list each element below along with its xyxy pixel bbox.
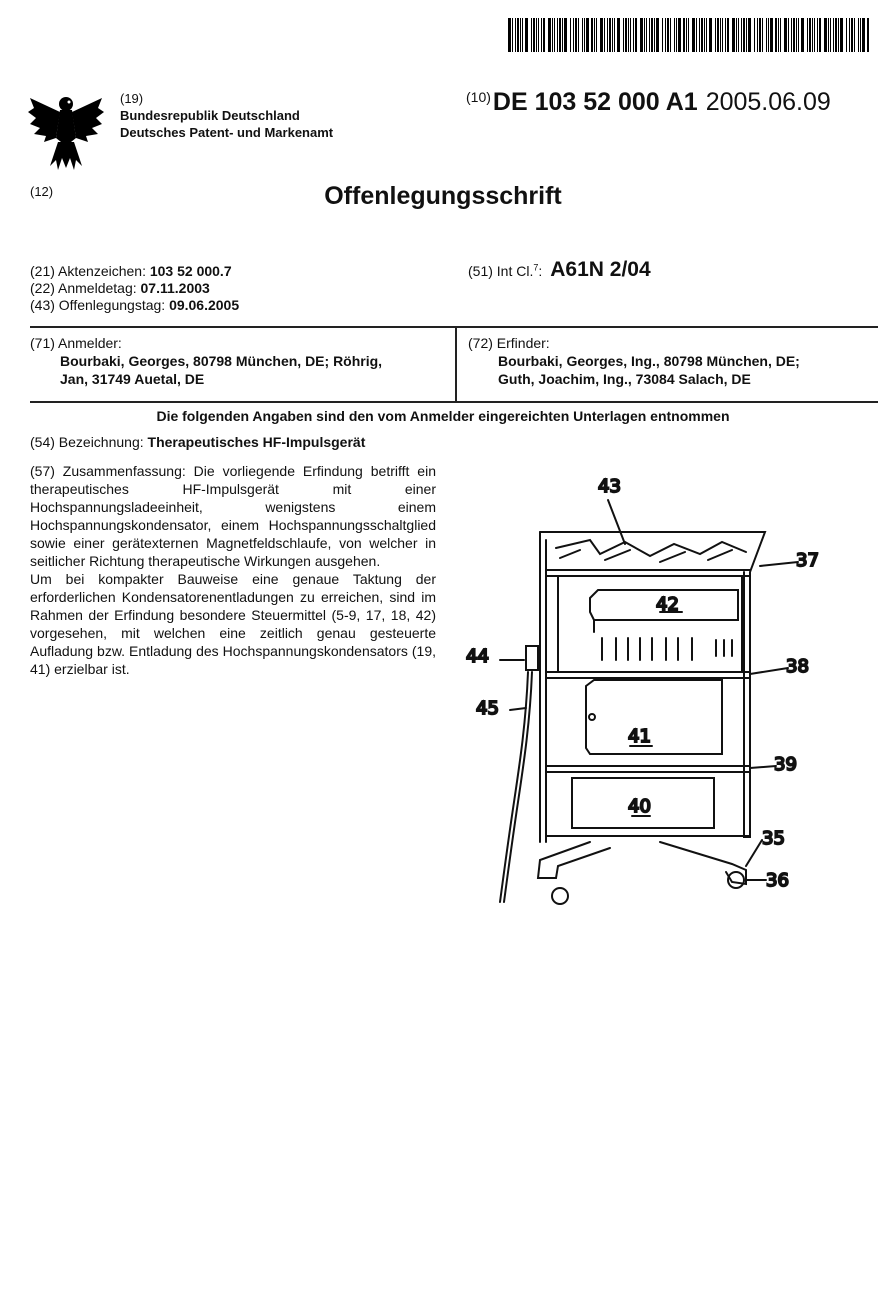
inventor-line-1: Bourbaki, Georges, Ing., 80798 München, DE; — [498, 353, 800, 369]
int-cl-value: A61N 2/04 — [550, 258, 651, 281]
designation-block — [30, 434, 365, 450]
label-42: 42 — [656, 594, 679, 615]
label-35: 35 — [762, 828, 785, 849]
inventor-block — [468, 334, 878, 388]
applicant-line-2: Jan, 31749 Auetal, DE — [60, 371, 205, 387]
divider-vertical — [455, 327, 457, 401]
federal-eagle-icon — [26, 90, 106, 172]
label-41: 41 — [628, 726, 651, 747]
publication-day-label: (43) Offenlegungstag: — [30, 297, 166, 313]
label-40: 40 — [628, 796, 651, 817]
int-cl-block — [468, 258, 651, 282]
file-number: 103 52 000.7 — [149, 263, 232, 279]
int-cl-edition: 7 — [533, 262, 539, 273]
publication-date: 2005.06.09 — [705, 88, 831, 116]
filing-date-label: (22) Anmeldetag: — [30, 280, 137, 296]
bibliographic-data — [30, 263, 239, 314]
header-block — [120, 90, 333, 141]
label-38: 38 — [786, 656, 809, 677]
applicant-label: (71) Anmelder: — [30, 335, 122, 351]
inventor-label: (72) Erfinder: — [468, 335, 550, 351]
applicant-line-1: Bourbaki, Georges, 80798 München, DE; Röhrig, — [60, 353, 383, 369]
code-12: (12) — [30, 184, 54, 199]
office-name: Deutsches Patent- und Markenamt — [120, 125, 334, 140]
abstract — [30, 462, 436, 678]
abstract-paragraph-2: Um bei kompakter Bauweise eine genaue Taktung der erforderlichen Kondensatorenentladungen zu erreichen, sind im Rahmen der Erfindung besondere Steuermittel (5-9, 17, 18, 42) vorgesehen, mit welchen eine zeitlich genau gesteuerte Aufladung bzw. Entladung des Hochspannungskondensators (19, 41) erzielbar ist. — [30, 571, 436, 677]
int-cl-label: (51) Int Cl. — [468, 263, 534, 279]
divider-top — [30, 326, 878, 328]
code-10: (10) — [466, 89, 491, 105]
label-36: 36 — [766, 870, 789, 891]
designation-value: Therapeutisches HF-Impulsgerät — [147, 434, 366, 450]
notice-text: Die folgenden Angaben sind den vom Anmelder eingereichten Unterlagen entnommen — [156, 408, 730, 424]
barcode — [508, 18, 872, 52]
country-name: Bundesrepublik Deutschland — [120, 108, 300, 123]
divider-bottom — [30, 401, 878, 403]
inventor-line-2: Guth, Joachim, Ing., 73084 Salach, DE — [498, 371, 751, 387]
code-19: (19) — [120, 91, 144, 106]
device-drawing — [460, 462, 880, 922]
applicant-block — [30, 334, 450, 388]
label-43: 43 — [598, 476, 621, 497]
document-type-title: Offenlegungsschrift — [324, 182, 562, 210]
publication-day: 09.06.2005 — [169, 297, 240, 313]
label-39: 39 — [774, 754, 797, 775]
designation-label: (54) Bezeichnung: — [30, 434, 144, 450]
label-45: 45 — [476, 698, 499, 719]
label-37: 37 — [796, 550, 819, 571]
file-number-label: (21) Aktenzeichen: — [30, 263, 146, 279]
filing-date: 07.11.2003 — [140, 280, 210, 296]
label-44: 44 — [466, 646, 489, 667]
publication-number: DE 103 52 000 A1 — [492, 88, 698, 116]
int-cl-colon: : — [538, 263, 543, 279]
abstract-paragraph-1: (57) Zusammenfassung: Die vorliegende Erfindung betrifft ein therapeutisches HF-Impulsgerät mit einer Hochspannungsladeeinheit, wenigstens einem Hochspannungskondensator, einem Hochspannungsschaltglied sowie einer gerätexternen Magnetfeldschlaufe, von welcher in seitlicher Richtung therapeutische Wirkungen ausgehen. — [30, 463, 436, 569]
publication-number-block — [466, 88, 831, 117]
